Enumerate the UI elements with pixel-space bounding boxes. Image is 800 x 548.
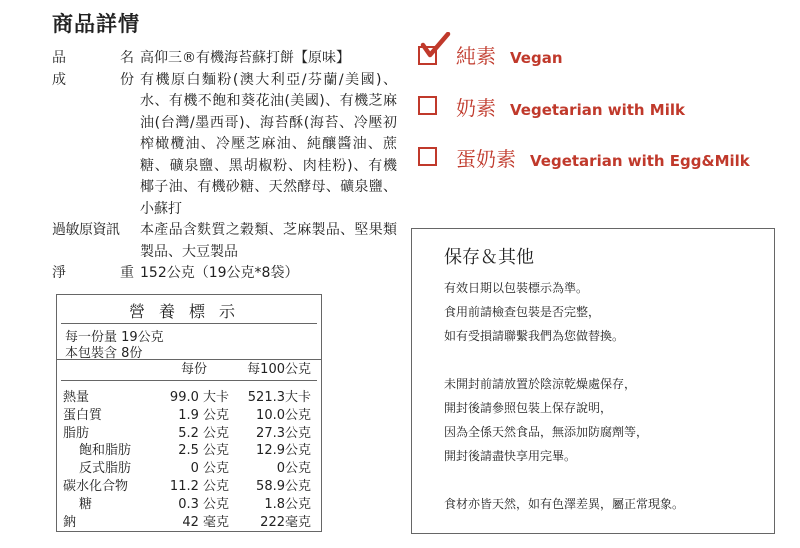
per-100g-value: 0公克 (276, 461, 311, 477)
diet-label-zh: 奶素 (456, 96, 496, 120)
col-per-serving: 每份 (180, 362, 207, 377)
nutrient-name: 糖 (79, 496, 93, 512)
per-serving-value: 99.0 大卡 (169, 390, 229, 405)
per-100g-value: 1.8公克 (264, 496, 311, 512)
checkbox-vegetarian-egg-milk[interactable] (418, 147, 437, 166)
nutrient-name: 碳水化合物 (63, 478, 129, 494)
per-100g-value: 12.9公克 (256, 443, 311, 459)
checkbox-vegetarian-milk[interactable] (418, 96, 437, 115)
product-name: 高仰三®有機海苔蘇打餅【原味】 (140, 50, 350, 66)
storage-line: 食材亦皆天然，如有色澤差異，屬正常現象。 (444, 497, 685, 511)
allergen-info: 本產品含麩質之穀類、芝麻製品、堅果類製品、大豆製品 (140, 222, 397, 260)
storage-line: 有效日期以包裝標示為準。 (444, 281, 589, 295)
per-serving-value: 2.5 公克 (178, 443, 229, 459)
storage-line: 開封後請盡快享用完畢。 (444, 449, 577, 463)
nutrition-row (63, 514, 315, 532)
weight-label: 淨 重 (52, 265, 134, 281)
nutrition-heading: 營養標示 (61, 295, 317, 324)
nutrition-row (63, 460, 315, 478)
ingredients-label: 成 份 (52, 71, 134, 88)
nutrition-facts-box (56, 294, 322, 532)
weight-row (52, 263, 397, 285)
diet-label-zh: 純素 (456, 44, 496, 68)
nutrient-name: 飽和脂肪 (79, 443, 132, 459)
col-per-100g: 每100公克 (247, 362, 311, 377)
nutrition-row (63, 478, 315, 496)
serving-info (57, 324, 321, 360)
per-serving-value: 1.9 公克 (178, 407, 229, 423)
nutrient-name: 脂肪 (63, 425, 90, 441)
nutrient-name: 鈉 (63, 514, 77, 530)
per-100g-value: 10.0公克 (256, 407, 311, 423)
per-100g-value: 27.3公克 (256, 425, 311, 441)
page-title: 商品詳情 (52, 12, 140, 36)
per-100g-value: 58.9公克 (256, 478, 311, 494)
per-serving-value: 42 毫克 (182, 514, 229, 530)
diet-label-en: Vegetarian with Egg&Milk (530, 152, 750, 170)
nutrient-name: 熱量 (63, 390, 90, 405)
per-serving-value: 0 公克 (190, 461, 229, 477)
checkmark-icon (420, 32, 452, 62)
nutrition-row (63, 407, 315, 425)
nutrition-table (63, 389, 315, 531)
per-100g-value: 521.3大卡 (247, 390, 311, 405)
per-100g-value: 222毫克 (260, 514, 311, 530)
nutrition-row (63, 389, 315, 407)
nutrition-row (63, 496, 315, 514)
storage-line: 食用前請檢查包裝是否完整， (444, 305, 601, 319)
nutrient-name: 反式脂肪 (79, 461, 132, 477)
servings-per-pack: 本包裝含 8份 (65, 346, 143, 361)
net-weight: 152公克（19公克*8袋） (140, 265, 299, 281)
storage-box (411, 228, 775, 534)
allergen-row (52, 220, 397, 263)
nutrition-column-header (61, 360, 317, 381)
per-serving-value: 5.2 公克 (178, 425, 229, 441)
per-serving-value: 11.2 公克 (169, 478, 229, 494)
diet-label-zh: 蛋奶素 (456, 147, 516, 171)
product-info (52, 48, 397, 285)
ingredients: 有機原白麵粉(澳大利亞/芬蘭/美國)、水、有機不飽和葵花油(美國)、有機芝麻油(台灣/墨西哥)、海苔酥(海苔、冷壓初榨橄欖油、冷壓芝麻油、純釀醬油、蔗糖、礦泉鹽、黑胡椒粉、肉桂粉)、有機椰子油、有機砂糖、天然酵母、礦泉鹽、小蘇打 (140, 71, 397, 217)
product-name-label: 品 名 (52, 50, 134, 66)
diet-label-en: Vegetarian with Milk (510, 101, 685, 119)
nutrition-row (63, 442, 315, 460)
nutrient-name: 蛋白質 (63, 407, 103, 423)
serving-size: 每一份量 19公克 (65, 330, 164, 345)
storage-line: 如有受損請聯繫我們為您做替換。 (444, 329, 625, 343)
storage-line: 開封後請參照包裝上保存說明， (444, 401, 613, 415)
storage-heading: 保存＆其他 (444, 247, 534, 268)
per-serving-value: 0.3 公克 (178, 496, 229, 512)
storage-line: 未開封前請放置於陰涼乾燥處保存， (444, 377, 637, 391)
storage-line: 因為全係天然食品，無添加防腐劑等， (444, 425, 649, 439)
diet-label-en: Vegan (510, 49, 563, 67)
product-name-row (52, 48, 397, 70)
nutrition-row (63, 425, 315, 443)
allergen-label: 過敏原資訊 (52, 222, 120, 238)
ingredients-row (52, 70, 397, 221)
